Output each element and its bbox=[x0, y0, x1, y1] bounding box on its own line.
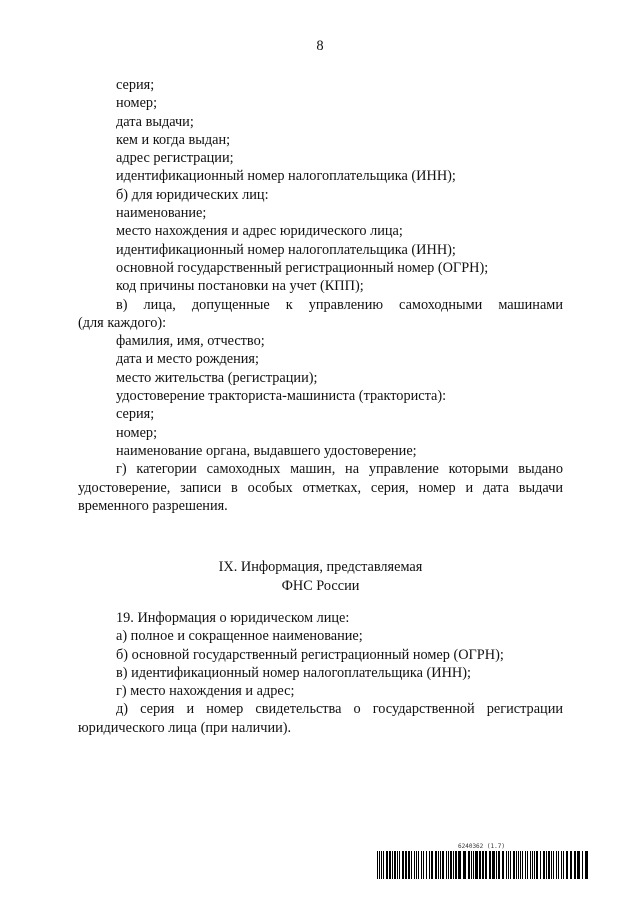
paragraph-g-line1: г) категории самоходных машин, на управление которыми выдано bbox=[116, 461, 563, 478]
list-item: место жительства (регистрации); bbox=[116, 369, 318, 386]
list-item: идентификационный номер налогоплательщика (ИНН); bbox=[116, 168, 456, 185]
section-heading bbox=[78, 558, 563, 596]
list-item: б) для юридических лиц: bbox=[116, 186, 269, 203]
list-item: код причины постановки на учет (КПП); bbox=[116, 278, 364, 295]
list-top bbox=[78, 76, 563, 515]
list-item: дата выдачи; bbox=[116, 113, 194, 130]
list-item: удостоверение тракториста-машиниста (тракториста): bbox=[116, 388, 447, 405]
section-heading-line2: ФНС России bbox=[281, 578, 360, 594]
list-item: б) основной государственный регистрационный номер (ОГРН); bbox=[116, 646, 504, 663]
list-item: адрес регистрации; bbox=[116, 150, 234, 167]
paragraph-v-line2: (для каждого): bbox=[78, 314, 167, 331]
section-heading-line1: IX. Информация, представляемая bbox=[218, 559, 423, 575]
list-item: г) место нахождения и адрес; bbox=[116, 683, 295, 700]
list-item: 19. Информация о юридическом лице: bbox=[116, 610, 350, 626]
list-item: место нахождения и адрес юридического лица; bbox=[116, 223, 403, 240]
barcode-number: 6240362 (1.7) bbox=[458, 843, 505, 850]
list-item: наименование органа, выдавшего удостоверение; bbox=[116, 442, 417, 459]
paragraph-d-line2: юридического лица (при наличии). bbox=[78, 719, 292, 736]
list-item: серия; bbox=[116, 77, 155, 93]
list-item: идентификационный номер налогоплательщика (ИНН); bbox=[116, 241, 456, 258]
list-bottom bbox=[78, 609, 563, 737]
list-item: серия; bbox=[116, 406, 155, 423]
list-item: основной государственный регистрационный номер (ОГРН); bbox=[116, 259, 489, 276]
list-item: номер; bbox=[116, 95, 158, 112]
paragraph-v-line1: в) лица, допущенные к управлению самоходными машинами bbox=[116, 296, 563, 313]
list-item: кем и когда выдан; bbox=[116, 131, 231, 148]
list-item: номер; bbox=[116, 424, 158, 441]
page-number: 8 bbox=[316, 38, 324, 54]
paragraph-d-line1: д) серия и номер свидетельства о государственной регистрации bbox=[116, 701, 563, 718]
paragraph-g-line3: временного разрешения. bbox=[78, 497, 228, 514]
list-item: в) идентификационный номер налогоплательщика (ИНН); bbox=[116, 664, 471, 681]
paragraph-g-line2: удостоверение, записи в особых отметках, серия, номер и дата выдачи bbox=[78, 479, 563, 496]
list-item: дата и место рождения; bbox=[116, 351, 259, 368]
list-item: наименование; bbox=[116, 205, 207, 222]
list-item: фамилия, имя, отчество; bbox=[116, 333, 265, 350]
barcode-icon bbox=[377, 851, 591, 879]
list-item: а) полное и сокращенное наименование; bbox=[116, 628, 363, 645]
